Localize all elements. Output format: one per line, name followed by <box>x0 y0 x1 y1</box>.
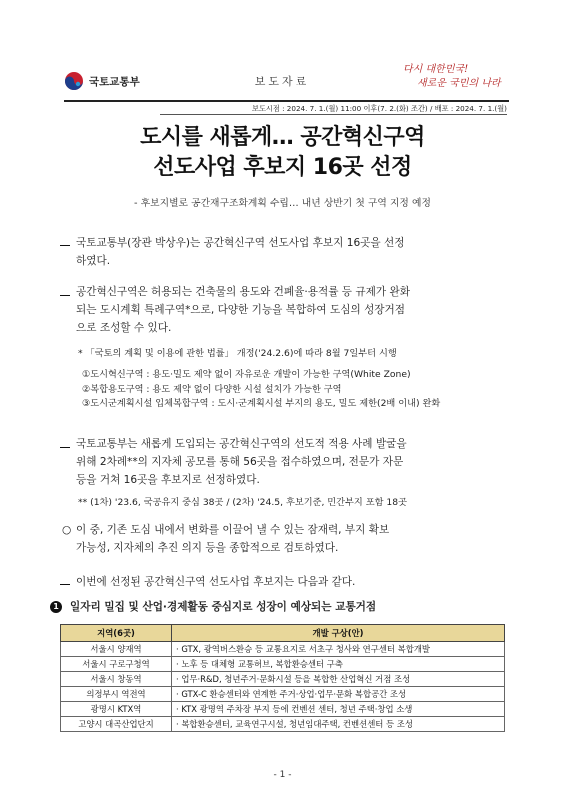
region-cell: 고양시 대곡산업단지 <box>61 717 172 732</box>
zone-type-list <box>82 368 512 412</box>
paragraph-1 <box>76 234 516 270</box>
footnote: ** (1차) '23.6, 국공유지 중심 38곳 / (2차) '24.5, 후보기준, 민간부지 포함 18곳 <box>78 497 407 508</box>
table-header-row <box>61 625 505 642</box>
headline-line-1: 도시를 새롭게… 공간혁신구역 <box>140 125 425 150</box>
paragraph-marker <box>60 295 70 296</box>
paragraph-line: 국토교통부는 새롭게 도입되는 공간혁신구역의 선도적 적용 사례 발굴을 <box>76 438 407 450</box>
table-row <box>61 642 505 657</box>
table-row <box>61 717 505 732</box>
plan-cell: · KTX 광명역 주차장 부지 등에 컨벤션 센터, 청년 주택·창업 소생 <box>172 702 505 717</box>
page-number: - 1 - <box>273 770 292 780</box>
paragraph-line: 위해 2차례**의 지자체 공모를 통해 56곳을 접수하였으며, 전문가 자문 <box>76 456 404 468</box>
government-slogan <box>403 63 513 99</box>
region-cell: 서울시 창동역 <box>61 672 172 687</box>
slogan-line-2: 새로운 국민의 나라 <box>417 78 501 89</box>
table-row <box>61 687 505 702</box>
region-cell: 광명시 KTX역 <box>61 702 172 717</box>
paragraph-line: 이 중, 기존 도심 내에서 변화를 이끌어 낼 수 있는 잠재력, 부지 확보 <box>76 524 390 536</box>
paragraph-line: 하였다. <box>76 255 111 267</box>
list-item: ③도시군계획시설 입체복합구역 : 도시·군계획시설 부지의 용도, 밀도 제한(2배 이내) 완화 <box>82 398 441 409</box>
paragraph-line: 으로 조성할 수 있다. <box>76 322 172 334</box>
paragraph-3 <box>76 435 516 489</box>
paragraph-line: 등을 거쳐 16곳을 후보지로 선정하였다. <box>76 474 260 486</box>
paragraph-line: 국토교통부(장관 박상우)는 공간혁신구역 선도사업 후보지 16곳을 선정 <box>76 237 405 249</box>
plan-cell: · GTX, 광역버스환승 등 교통요지로 서초구 청사와 연구센터 복합개발 <box>172 642 505 657</box>
paragraph-marker <box>60 584 70 585</box>
list-item: ②복합용도구역 : 용도 제약 없이 다양한 시설 설치가 가능한 구역 <box>82 383 342 395</box>
embargo-info: 보도시점 : 2024. 7. 1.(월) 11:00 이후(7. 2.(화) 조간) / 배포 : 2024. 7. 1.(월) <box>252 104 507 113</box>
paragraph-line: 되는 도시계획 특례구역*으로, 다양한 기능을 복합하여 도심의 성장거점 <box>76 304 406 316</box>
paragraph-line: 공간혁신구역은 허용되는 건축물의 용도와 건폐율·용적률 등 규제가 완화 <box>76 286 410 298</box>
paragraph-marker <box>60 447 70 448</box>
region-cell: 의정부시 역전역 <box>61 687 172 702</box>
table-row <box>61 672 505 687</box>
list-item: ①도시혁신구역 : 용도·밀도 제약 없이 자유로운 개발이 가능한 구역(White Zone) <box>82 369 411 380</box>
plan-cell: · 복합환승센터, 교육연구시설, 청년임대주택, 컨벤션센터 등 조성 <box>172 717 505 732</box>
section-heading: 일자리 밀집 및 산업·경제활동 중심지로 성장이 예상되는 교통거점 <box>70 601 377 613</box>
region-cell: 서울시 구로구청역 <box>61 657 172 672</box>
subheadline: - 후보지별로 공간재구조화계획 수립… 내년 상반기 첫 구역 지정 예정 <box>134 198 431 209</box>
candidate-sites-table <box>60 624 505 732</box>
paragraph-5: 이번에 선정된 공간혁신구역 선도사업 후보지는 다음과 같다. <box>76 576 356 588</box>
column-header: 개발 구상(안) <box>172 625 505 642</box>
region-cell: 서울시 양재역 <box>61 642 172 657</box>
paragraph-2 <box>76 283 516 337</box>
paragraph-4 <box>76 521 516 557</box>
circle-bullet-icon: ○ <box>62 524 72 536</box>
paragraph-marker <box>60 245 70 246</box>
plan-cell: · 노후 등 대체형 교통허브, 복합환승센터 구축 <box>172 657 505 672</box>
table-row <box>61 657 505 672</box>
headline-line-2: 선도사업 후보지 16곳 선정 <box>153 155 412 180</box>
paragraph-line: 가능성, 지자체의 추진 의지 등을 종합적으로 검토하였다. <box>76 542 339 554</box>
column-header: 지역(6곳) <box>61 625 172 642</box>
header-rule <box>64 100 509 102</box>
ministry-logo <box>64 70 174 92</box>
taegeuk-emblem-icon <box>64 71 84 91</box>
section-number-badge: 1 <box>50 601 62 613</box>
table-row <box>61 702 505 717</box>
plan-cell: · 업무·R&D, 청년주거·문화시설 등을 복합한 산업혁신 거점 조성 <box>172 672 505 687</box>
footnote: * 「국토의 계획 및 이용에 관한 법률」 개정('24.2.6)에 따라 8월 7일부터 시행 <box>78 348 397 359</box>
plan-cell: · GTX-C 환승센터와 연계한 주거·상업·업무·문화 복합공간 조성 <box>172 687 505 702</box>
slogan-line-1: 다시 대한민국! <box>403 64 469 75</box>
document-type: 보도자료 <box>254 75 310 88</box>
ministry-name: 국토교통부 <box>89 75 140 88</box>
embargo-underline <box>160 114 507 115</box>
